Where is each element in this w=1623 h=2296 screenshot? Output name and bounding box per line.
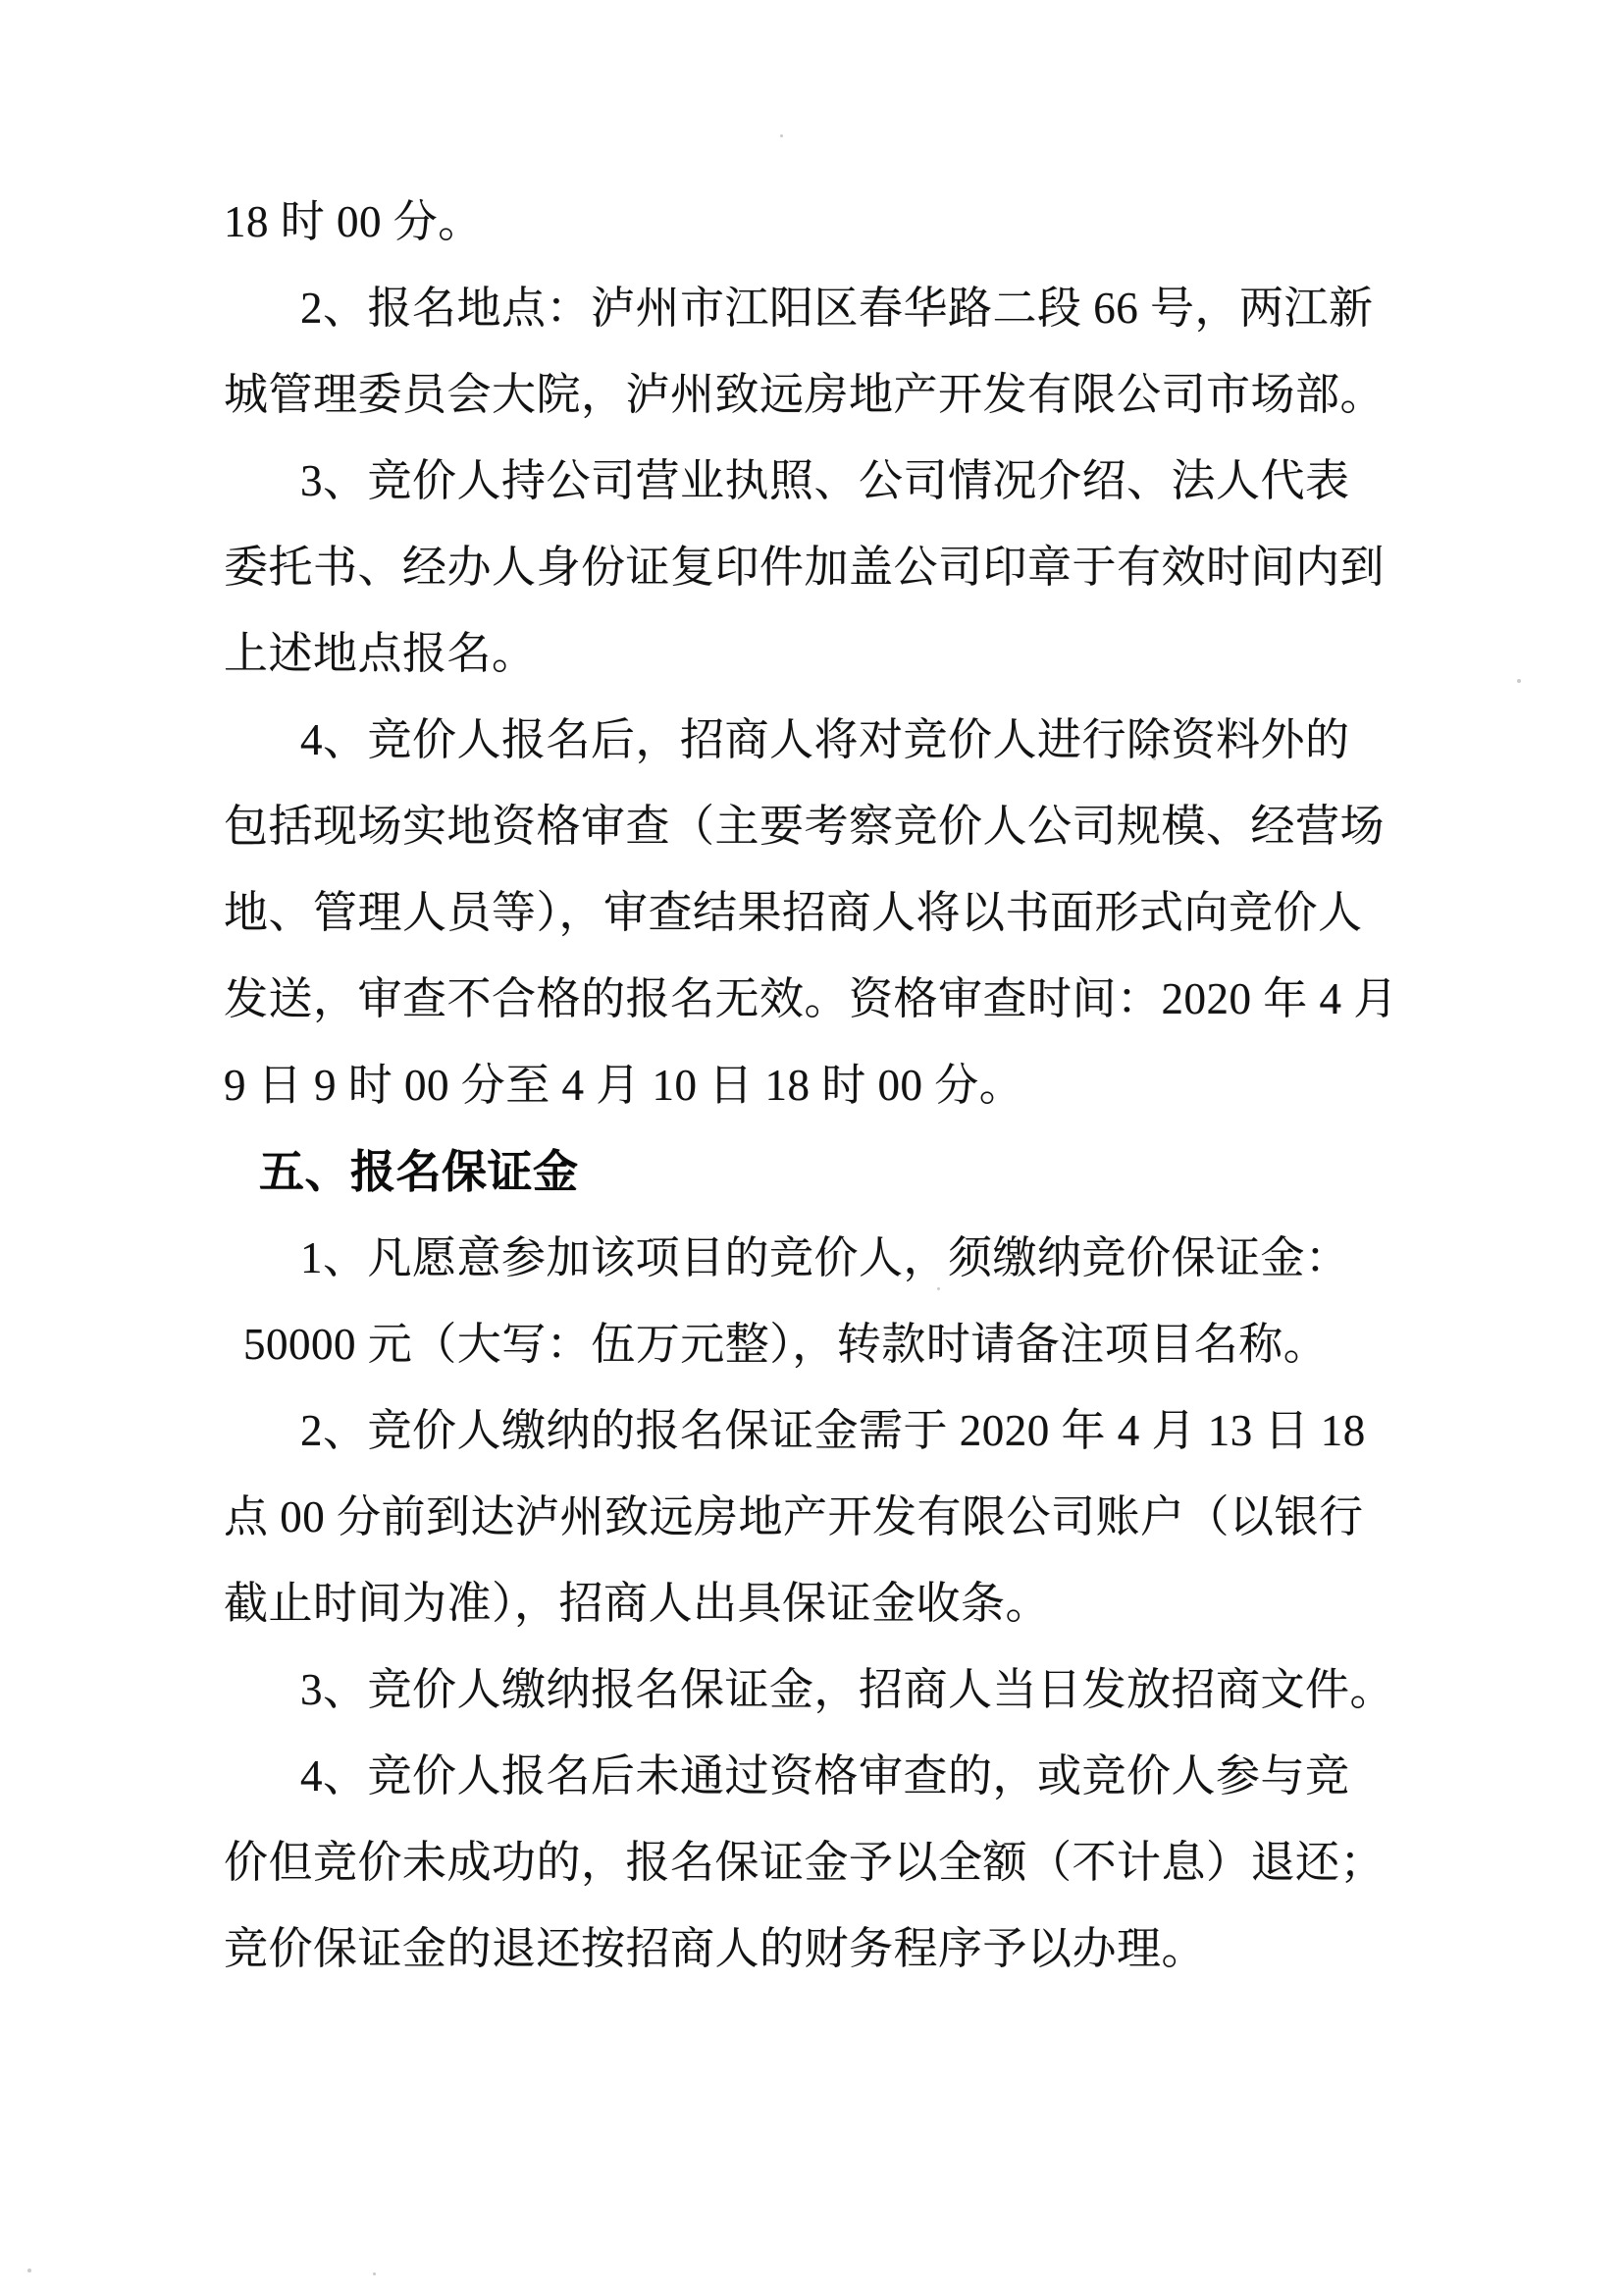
section-heading: 五、报名保证金 — [259, 1146, 579, 1197]
document-content — [224, 179, 1421, 1992]
text-line: 包括现场实地资格审查（主要考察竞价人公司规模、经营场 — [224, 802, 1386, 851]
scan-speck — [373, 2272, 376, 2275]
text-line: 3、竞价人持公司营业执照、公司情况介绍、法人代表 — [300, 456, 1350, 505]
text-line: 2、竞价人缴纳的报名保证金需于 2020 年 4 月 13 日 18 — [300, 1406, 1366, 1455]
scan-speck — [937, 1287, 940, 1290]
text-line: 3、竞价人缴纳报名保证金，招商人当日发放招商文件。 — [300, 1665, 1395, 1714]
text-line: 点 00 分前到达泸州致远房地产开发有限公司账户（以银行 — [224, 1492, 1364, 1541]
text-line: 地、管理人员等），审查结果招商人将以书面形式向竞价人 — [224, 888, 1363, 937]
text-line: 9 日 9 时 00 分至 4 月 10 日 18 时 00 分。 — [224, 1061, 1024, 1110]
text-line: 城管理委员会大院，泸州致远房地产开发有限公司市场部。 — [224, 370, 1386, 419]
text-line: 4、竞价人报名后未通过资格审查的，或竞价人参与竞 — [300, 1751, 1350, 1800]
text-line: 竞价保证金的退还按招商人的财务程序予以办理。 — [224, 1924, 1207, 1973]
text-line: 委托书、经办人身份证复印件加盖公司印章于有效时间内到 — [224, 543, 1386, 592]
text-line: 50000 元（大写：伍万元整），转款时请备注项目名称。 — [243, 1320, 1329, 1369]
scan-speck — [27, 2269, 31, 2272]
text-line: 2、报名地点：泸州市江阳区春华路二段 66 号，两江新 — [300, 284, 1374, 333]
text-line: 4、竞价人报名后，招商人将对竞价人进行除资料外的 — [300, 715, 1350, 764]
text-line: 价但竞价未成功的，报名保证金予以全额（不计息）退还； — [224, 1838, 1386, 1887]
text-line: 1、凡愿意参加该项目的竞价人，须缴纳竞价保证金： — [300, 1233, 1350, 1282]
scan-speck — [1153, 757, 1156, 760]
text-line: 18 时 00 分。 — [224, 197, 483, 246]
text-line: 发送，审查不合格的报名无效。资格审查时间：2020 年 4 月 — [224, 974, 1398, 1023]
text-line: 截止时间为准），招商人出具保证金收条。 — [224, 1579, 1051, 1628]
text-line: 上述地点报名。 — [224, 629, 537, 678]
scan-speck — [1517, 679, 1521, 683]
scan-speck — [780, 134, 783, 137]
